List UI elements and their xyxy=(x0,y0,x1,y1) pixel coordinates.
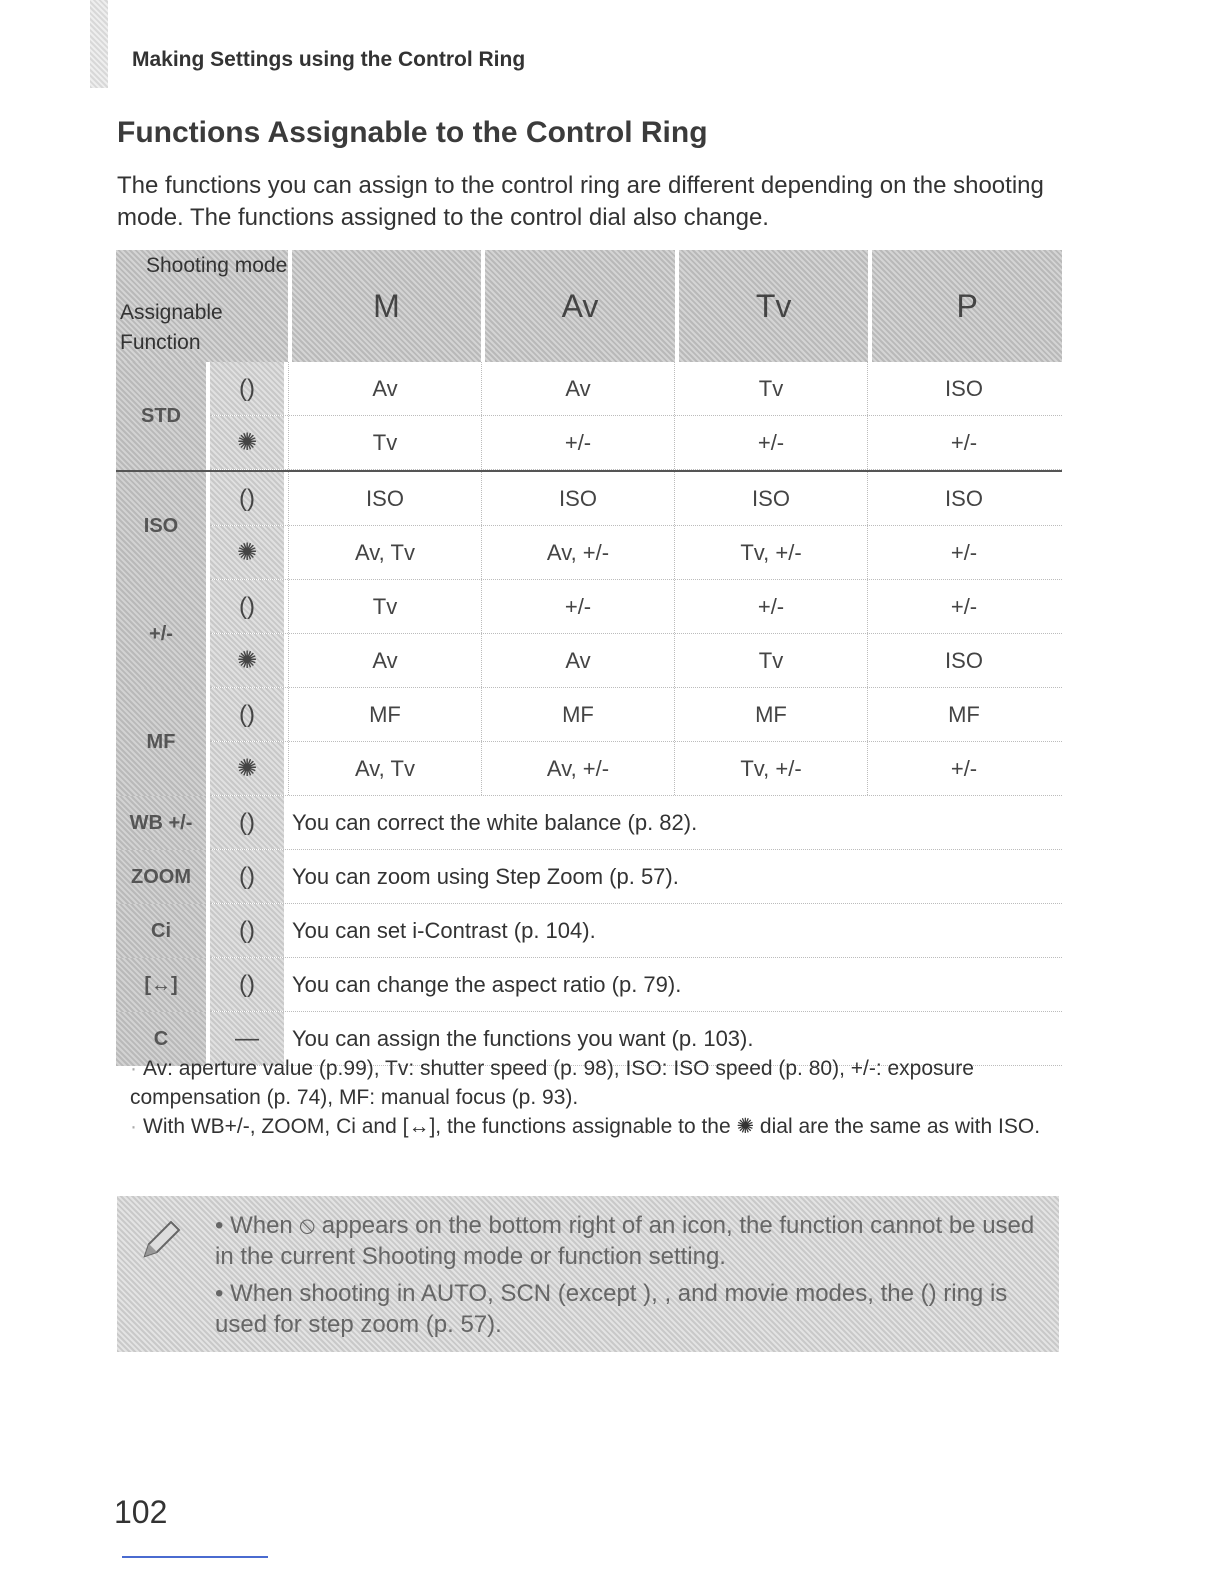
table-cell: ISO xyxy=(674,472,867,525)
table-cell: Tv, +/- xyxy=(674,742,867,795)
mode-header-tv: Tv xyxy=(679,250,869,362)
table-cell: Av, +/- xyxy=(481,526,674,579)
row-description: You can correct the white balance (p. 82). xyxy=(292,809,698,835)
table-cell: Tv, +/- xyxy=(674,526,867,579)
table-cell: +/- xyxy=(867,742,1060,795)
table-cell: Tv xyxy=(288,416,481,469)
control-ring-icon: () xyxy=(210,958,284,1011)
control-ring-icon: — xyxy=(210,1012,284,1065)
function-icon: MF xyxy=(116,688,206,796)
control-ring-icon: () xyxy=(210,362,284,415)
row-description: You can assign the functions you want (p. 103). xyxy=(292,1025,754,1051)
table-cell: MF xyxy=(481,688,674,741)
mode-header-p: P xyxy=(872,250,1062,362)
table-cell: Av, Tv xyxy=(288,742,481,795)
row-description: You can change the aspect ratio (p. 79). xyxy=(292,971,682,997)
shooting-mode-label: Shooting mode xyxy=(146,254,288,277)
section-header: Making Settings using the Control Ring xyxy=(132,48,526,71)
table-cell: MF xyxy=(288,688,481,741)
table-cell: Av, Tv xyxy=(288,526,481,579)
pencil-icon xyxy=(137,1216,185,1264)
table-cell: Tv xyxy=(288,580,481,633)
footnote-abbreviations: · Av: aperture value (p.99), Tv: shutter speed (p. 98), ISO: ISO speed (p. 80), +/-: exposure compensation (p. 74), MF: manual focus (p. 93). xyxy=(130,1057,974,1109)
page-rule xyxy=(122,1556,268,1558)
table-cell: Av xyxy=(288,634,481,687)
function-icon: ISO xyxy=(116,472,206,580)
control-dial-icon: ✺ xyxy=(210,416,284,469)
table-cell: Av xyxy=(288,362,481,415)
table-row xyxy=(210,742,1062,796)
table-cell: ISO xyxy=(867,362,1060,415)
table-cell: +/- xyxy=(674,416,867,469)
function-icon: C xyxy=(116,1012,206,1066)
assignable-function-label: Assignable Function xyxy=(120,301,223,354)
function-icon: ZOOM xyxy=(116,850,206,904)
table-cell: Tv xyxy=(674,634,867,687)
table-single-row xyxy=(116,904,1062,958)
footnotes xyxy=(130,1054,1070,1141)
footnote-dial: · With WB+/-, ZOOM, Ci and [↔], the functions assignable to the ✺ dial are the same as with ISO. xyxy=(130,1115,1041,1138)
control-ring-icon: () xyxy=(210,472,284,525)
table-single-row xyxy=(116,796,1062,850)
function-icon: [↔] xyxy=(116,958,206,1012)
control-dial-icon: ✺ xyxy=(210,634,284,687)
function-icon: WB +/- xyxy=(116,796,206,850)
control-ring-icon: () xyxy=(210,850,284,903)
control-dial-icon: ✺ xyxy=(210,526,284,579)
function-icon: +/- xyxy=(116,580,206,688)
table-cell: ISO xyxy=(867,472,1060,525)
table-cell: Av xyxy=(481,362,674,415)
mode-header-m: M xyxy=(292,250,482,362)
table-group xyxy=(116,362,1062,472)
table-cell: +/- xyxy=(674,580,867,633)
table-single-row xyxy=(116,958,1062,1012)
intro-paragraph: The functions you can assign to the control ring are different depending on the shooting mode. The functions assigned to the control dial also change. xyxy=(117,172,1044,231)
table-cell: +/- xyxy=(481,416,674,469)
table-cell: ISO xyxy=(867,634,1060,687)
table-cell: +/- xyxy=(867,580,1060,633)
row-description: You can zoom using Step Zoom (p. 57). xyxy=(292,863,679,889)
table-group xyxy=(116,580,1062,688)
tip-line-2: • When shooting in AUTO, SCN (except ), , and movie modes, the () ring is used for step zoom (p. 57). xyxy=(215,1280,1008,1338)
page-number: 102 xyxy=(114,1494,168,1530)
function-icon: Ci xyxy=(116,904,206,958)
control-ring-icon: () xyxy=(210,688,284,741)
table-cell: +/- xyxy=(481,580,674,633)
table-row xyxy=(210,362,1062,416)
table-cell: MF xyxy=(674,688,867,741)
tip-line-1: • When ⦸ appears on the bottom right of an icon, the function cannot be used in the current Shooting mode or function setting. xyxy=(215,1212,1035,1270)
table-row xyxy=(210,416,1062,470)
function-icon: STD xyxy=(116,362,206,470)
tip-box xyxy=(117,1196,1059,1352)
table-cell: +/- xyxy=(867,416,1060,469)
table-header-row xyxy=(116,250,1062,362)
table-cell: MF xyxy=(867,688,1060,741)
table-cell: ISO xyxy=(481,472,674,525)
table-row xyxy=(210,688,1062,742)
control-dial-icon: ✺ xyxy=(210,742,284,795)
table-cell: Tv xyxy=(674,362,867,415)
table-cell: +/- xyxy=(867,526,1060,579)
control-ring-icon: () xyxy=(210,796,284,849)
control-ring-icon: () xyxy=(210,904,284,957)
control-ring-icon: () xyxy=(210,580,284,633)
table-cell: Av xyxy=(481,634,674,687)
table-group xyxy=(116,688,1062,796)
table-row xyxy=(210,472,1062,526)
row-description: You can set i-Contrast (p. 104). xyxy=(292,917,596,943)
table-cell: Av, +/- xyxy=(481,742,674,795)
table-single-row xyxy=(116,850,1062,904)
table-row xyxy=(210,526,1062,580)
table-corner-cell xyxy=(116,250,288,362)
page-title: Functions Assignable to the Control Ring xyxy=(117,116,708,149)
table-group xyxy=(116,472,1062,580)
table-row xyxy=(210,634,1062,688)
table-cell: ISO xyxy=(288,472,481,525)
mode-header-av: Av xyxy=(485,250,675,362)
table-row xyxy=(210,580,1062,634)
function-table xyxy=(116,250,1062,1066)
chapter-tab xyxy=(90,0,108,88)
